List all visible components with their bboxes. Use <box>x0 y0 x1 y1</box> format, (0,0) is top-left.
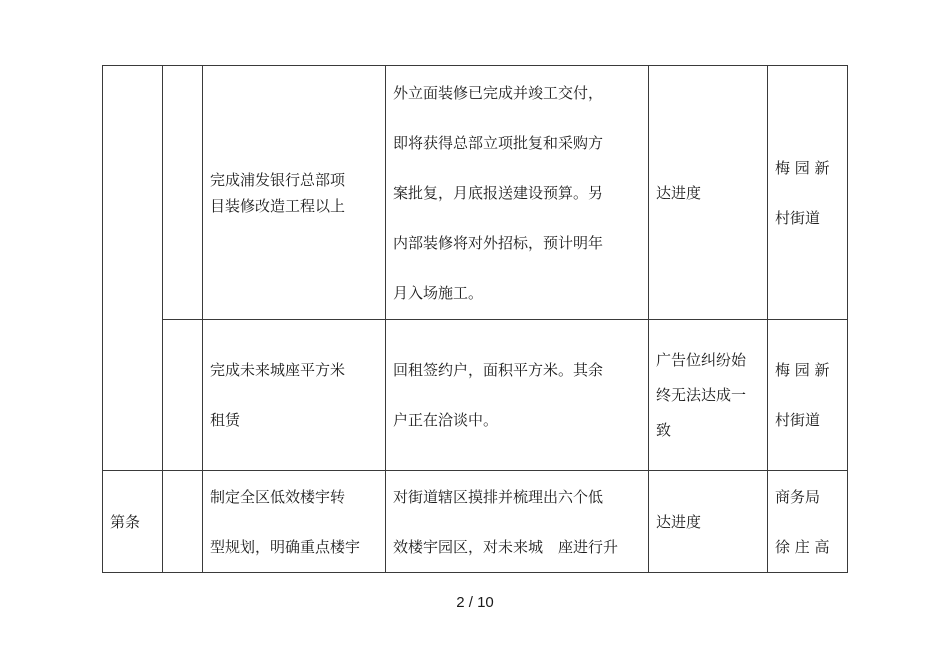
detail-cell <box>386 320 649 471</box>
owner-cell <box>768 320 848 471</box>
detail-text: 外立面装修已完成并竣工交付， 即将获得总部立项批复和采购方 案批复，月底报送建设预算。另 内部装修将对外招标，预计明年 月入场施工。 <box>393 83 604 302</box>
progress-table <box>102 65 848 573</box>
page-number: 2 / 10 <box>456 594 494 611</box>
item-cell <box>203 66 386 320</box>
item-text: 完成浦发银行总部项 目装修改造工程以上 <box>210 170 346 215</box>
item-cell <box>203 320 386 471</box>
detail-cell <box>386 66 649 320</box>
index-cell <box>163 320 203 471</box>
status-text: 广告位纠纷始 终无法达成一 致 <box>656 350 747 439</box>
status-cell <box>649 66 768 320</box>
article-text: 第条 <box>110 512 141 531</box>
index-cell <box>163 66 203 320</box>
detail-text: 对街道辖区摸排并梳理出六个低 效楼宇园区，对未来城 座进行升 <box>393 487 619 556</box>
status-cell <box>649 471 768 573</box>
item-text: 完成未来城座平方米 租赁 <box>210 361 346 429</box>
table-row <box>103 320 848 471</box>
owner-cell <box>768 471 848 573</box>
table-row <box>103 66 848 320</box>
table-row <box>103 471 848 573</box>
article-cell <box>103 471 163 573</box>
owner-text: 梅 园 新 村街道 <box>775 361 830 429</box>
detail-cell <box>386 471 649 573</box>
status-text: 达进度 <box>656 183 702 202</box>
status-text: 达进度 <box>656 512 702 531</box>
index-cell <box>163 471 203 573</box>
status-cell <box>649 320 768 471</box>
article-cell-empty <box>103 66 163 471</box>
owner-text: 商务局 徐 庄 高 <box>775 487 830 556</box>
owner-text: 梅 园 新 村街道 <box>775 158 830 227</box>
detail-text: 回租签约户，面积平方米。其余 户正在洽谈中。 <box>393 361 604 429</box>
owner-cell <box>768 66 848 320</box>
item-cell <box>203 471 386 573</box>
item-text: 制定全区低效楼宇转 型规划，明确重点楼宇 <box>210 487 361 556</box>
